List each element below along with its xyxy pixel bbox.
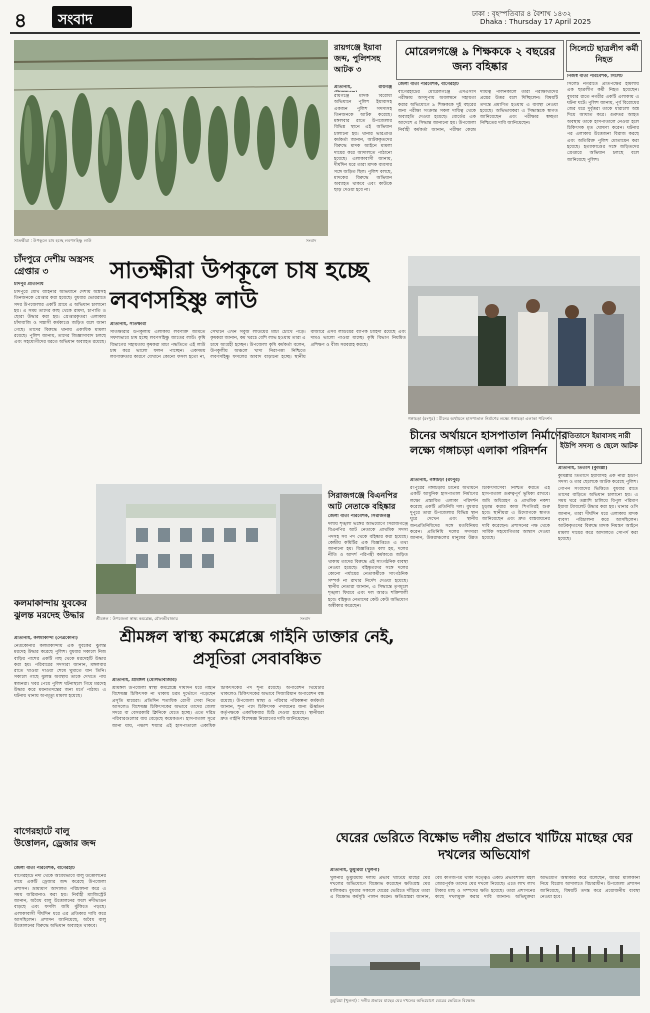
- date-line-en: Dhaka : Thursday 17 April 2025: [480, 18, 592, 26]
- sylhet-headline-box: [566, 40, 642, 72]
- rayganj-headline: রায়গঞ্জে ইয়াবা জব্দ, পুলিশসহ আটক ৩: [334, 43, 382, 74]
- kalmakanda-headline: কলমাকান্দায় যুবকের ঝুলন্ত মরদেহ উদ্ধার: [14, 599, 87, 621]
- sreemangal-body: শ্রীমঙ্গল উপজেলা স্বাস্থ্য কমপ্লেক্সে দীর্ঘদিন ধরে গাইনি বিশেষজ্ঞ চিকিৎসক না থাকায় চরম দুর্ভোগে পড়েছেন প্রসূতি মায়েরা। প্রতিদিন শতাধিক রোগী সেবা নিতে আসলেও বিশেষজ্ঞ চিকিৎসকের অভাবে তাদের জেলা সদরে বা বেসরকারি ক্লিনিকে যেতে হচ্ছে। এতে দরিদ্র পরিবারগুলোর ব্যয় বেড়েছে কয়েকগুণ। হাসপাতাল সূত্রে জানা যায়, পঞ্চাশ শয্যার এই হাসপাতালে একাধিক চিকিৎসকের পদ শূন্য রয়েছে। অপারেশন থিয়েটার থাকলেও চিকিৎসকের অভাবে সিজারিয়ান অপারেশন বন্ধ রয়েছে। উপজেলা স্বাস্থ্য ও পরিবার পরিকল্পনা কর্মকর্তা জানান, শূন্য পদে চিকিৎসক পদায়নের জন্য ঊর্ধ্বতন কর্তৃপক্ষকে একাধিকবার চিঠি দেওয়া হয়েছে। স্থানীয়রা দ্রুত গাইনি বিশেষজ্ঞ নিয়োগের দাবি জানিয়েছেন।: [112, 686, 324, 729]
- morelganj-headline: মোরেলগঞ্জে ৯ শিক্ষককে ২ বছরের জন্য বহিষ্কার: [404, 45, 556, 73]
- page-number: ৪: [14, 8, 27, 32]
- hospital-photo: [96, 484, 322, 614]
- titas-byline: প্রতিনিধি, তিতাস (কুমিল্লা): [558, 466, 608, 471]
- gher-illustration: [330, 932, 640, 996]
- sirajganj-headline: সিরাজগঞ্জে বিএনপির আট নেতাকে বহিষ্কার: [328, 491, 398, 511]
- logo-text: সংবাদ: [58, 12, 93, 28]
- gangachara-headline: চীনের অর্থায়নে হাসপাতাল নির্মাণের লক্ষ্যে গঙ্গাচড়া এলাকা পরিদর্শন: [410, 429, 568, 457]
- gher-body: খুলনার ডুমুরিয়ায় দলীয় প্রভাব খাটিয়ে মাছের ঘের দখলের অভিযোগে বিক্ষোভ করেছেন ক্ষতিগ্রস্ত ঘের মালিকরা। বুধবার সকালে ঘেরের ভেরিতে দাঁড়িয়ে তারা এ বিক্ষোভ কর্মসূচি পালন করেন। ক্ষতিগ্রস্তরা জানান, বৈধ কাগজপত্র থাকা সত্ত্বেও একটি প্রভাবশালী মহল জোরপূর্বক তাদের ঘের দখলে নিয়েছে। এতে লাখ লাখ টাকার মাছ ও সম্পদের ক্ষতি হয়েছে। তারা প্রশাসনের কাছে দখলমুক্ত করার দাবি জানান। অভিযুক্তরা অভিযোগ অস্বীকার করে বলেছেন, জমির মালিকানা নিয়ে বিরোধ আদালতে বিচারাধীন। উপজেলা প্রশাসন জানিয়েছে, বিষয়টি তদন্ত করে প্রয়োজনীয় ব্যবস্থা নেওয়া হবে।: [330, 876, 640, 900]
- gher-caption: ডুমুরিয়া (খুলনা) : দলীয় প্রভাবে মাছের ঘের দখলের অভিযোগে ঘেরের ভেরিতে বিক্ষোভ: [330, 998, 476, 1003]
- sirajganj-body: দলীয় শৃঙ্খলা ভঙ্গের অভিযোগে সিরাজগঞ্জে বিএনপির আট নেতাকে প্রাথমিক সদস্য পদসহ সব পদ থেকে বহিষ্কার করা হয়েছে। কেন্দ্রীয় কমিটির এক বিজ্ঞপ্তিতে এ তথ্য জানানো হয়। বিজ্ঞপ্তিতে বলা হয়, দলের নীতি ও আদর্শ পরিপন্থী কর্মকাণ্ডে জড়িত থাকায় তাদের বিরুদ্ধে এই সাংগঠনিক ব্যবস্থা নেওয়া হয়েছে। বহিষ্কৃতদের সঙ্গে দলের কোনো পর্যায়ের নেতাকর্মীকে সাংগঠনিক সম্পর্ক না রাখার নির্দেশ দেওয়া হয়েছে। স্থানীয় নেতারা জানান, এ সিদ্ধান্তে তৃণমূলে শৃঙ্খলা ফিরবে এবং দল আরও শক্তিশালী হবে। বহিষ্কৃত নেতাদের কেউ কেউ অভিযোগ অস্বীকার করেছেন।: [328, 522, 408, 609]
- morelganj-body: বাগেরহাটের মোরেলগঞ্জে এসএসসি পরীক্ষায় অসদুপায় অবলম্বনে সহায়তা করার অভিযোগে ৯ শিক্ষককে দুই বছরের জন্য পরীক্ষা সংক্রান্ত সকল দায়িত্ব থেকে অব্যাহতি দেওয়া হয়েছে। বোর্ডের এক আদেশে এ সিদ্ধান্ত জানানো হয়। উপজেলা নির্বাহী কর্মকর্তা জানান, পরীক্ষা কেন্দ্রে দায়িত্ব পালনকালে তারা পরীক্ষার্থীদের প্রশ্নের উত্তর বলে দিচ্ছিলেন। বিষয়টি তদন্তে প্রমাণিত হওয়ায় এ ব্যবস্থা নেওয়া হয়েছে। অভিভাবকরা এ সিদ্ধান্তকে স্বাগত জানিয়েছেন এবং পরীক্ষার স্বচ্ছতা নিশ্চিতের দাবি জানিয়েছেন।: [398, 90, 558, 133]
- satkhira-headline: সাতক্ষীরা উপকূলে চাষ হচ্ছে লবণসহিষ্ণু লাউ: [110, 258, 369, 314]
- hospital-credit: সংবাদ: [300, 616, 311, 621]
- morelganj-headline-box: [396, 40, 564, 80]
- satkhira-body: সাতক্ষীরার উপকূলীয় এলাকায় লবণাক্ত জমিতে সফলভাবে চাষ হচ্ছে লবণসহিষ্ণু জাতের লাউ। কৃষি বিভাগের সহায়তায় কৃষকরা মাচা পদ্ধতিতে এই লাউ চাষ করে ভালো ফলন পাচ্ছেন। একসময় লবণাক্ততার কারণে যেখানে কোনো ফসল হতো না, সেখানে এখন সবুজ লাউয়ের মাচা চোখে পড়ে। কৃষকরা জানান, কম খরচে বেশি লাভ হওয়ায় তারা এ চাষে আগ্রহী হচ্ছেন। উপজেলা কৃষি কর্মকর্তা বলেন, উপকূলীয় অঞ্চলে খাদ্য নিরাপত্তা নিশ্চিতে লবণসহিষ্ণু ফসলের আবাদ বাড়ানো হচ্ছে। স্থানীয় বাজারে এসব লাউয়ের ব্যাপক চাহিদা রয়েছে এবং দামও ভালো পাওয়া যাচ্ছে। কৃষি বিভাগ নিয়মিত প্রশিক্ষণ ও বীজ সরবরাহ করছে।: [110, 330, 406, 361]
- chandpur-byline: চাঁদপুর প্রতিনিধি: [14, 282, 44, 287]
- masthead-logo: [52, 6, 132, 28]
- sylhet-body: সিলেট নগরীতে প্রতিপক্ষের হামলায় এক ছাত্রলীগ কর্মী নিহত হয়েছেন। বুধবার রাতে নগরীর একটি এলাকায় এ ঘটনা ঘটে। পুলিশ জানায়, পূর্ব বিরোধের জের ধরে দুর্বৃত্তরা তাকে ধারালো অস্ত্র দিয়ে আঘাত করে। গুরুতর আহত অবস্থায় তাকে হাসপাতালে নেওয়া হলে চিকিৎসক মৃত ঘোষণা করেন। ঘটনার পর এলাকায় উত্তেজনা বিরাজ করছে এবং অতিরিক্ত পুলিশ মোতায়েন করা হয়েছে। হত্যাকাণ্ডের সঙ্গে জড়িতদের গ্রেপ্তারে অভিযান চলছে বলে জানিয়েছে পুলিশ।: [567, 82, 639, 163]
- gourd-credit: সংবাদ: [306, 238, 317, 243]
- chandpur-body: চাঁদপুরে যৌথ বাহিনীর অভিযানে দেশীয় অস্ত্রসহ তিনজনকে গ্রেপ্তার করা হয়েছে। বুধবার ভোররাতে সদর উপজেলার একটি গ্রামে এ অভিযান চালানো হয়। এ সময় তাদের কাছ থেকে রামদা, চাপাতি ও ছোরা উদ্ধার করা হয়। গ্রেপ্তারকৃতরা এলাকায় চাঁদাবাজি ও সন্ত্রাসী কর্মকাণ্ডে জড়িত বলে জানা গেছে। তাদের বিরুদ্ধে থানায় একাধিক মামলা রয়েছে। পুলিশ জানায়, তাদের জিজ্ঞাসাবাদ চলছে এবং সহযোগীদের ধরতে অভিযান অব্যাহত রয়েছে।: [14, 290, 106, 346]
- titas-box: [556, 428, 642, 464]
- gourd-illustration: [14, 40, 328, 236]
- visit-caption: গঙ্গাচড়া (রংপুর) : চীনের অর্থায়নে হাসপাতাল নির্মাণের লক্ষ্যে গঙ্গাচড়া এলাকা পরিদর্শন: [408, 416, 552, 421]
- hospital-illustration: [96, 484, 322, 614]
- visit-illustration: [408, 256, 640, 414]
- gourd-photo: [14, 40, 328, 236]
- gher-headline: ঘেরের ভেরিতে বিক্ষোভ দলীয় প্রভাবে খাটিয়ে মাছের ঘের দখলের অভিযোগ: [335, 831, 633, 863]
- satkhira-byline: প্রতিনিধি, সাতক্ষীরা: [110, 322, 147, 327]
- gher-photo: [330, 932, 640, 996]
- date-line: ঢাকা : বৃহস্পতিবার ৪ বৈশাখ ১৪৩২: [472, 10, 572, 18]
- gangachara-body: রংপুরের গঙ্গাচড়ায় চীনের অর্থায়নে একটি আধুনিক হাসপাতাল নির্মাণের লক্ষ্যে প্রস্তাবিত এলাকা পরিদর্শন করেছে একটি প্রতিনিধি দল। বুধবার দুপুরে তারা উপজেলার বিভিন্ন স্থান ঘুরে দেখেন এবং স্থানীয় জনপ্রতিনিধিদের সঙ্গে মতবিনিময় করেন। প্রতিনিধি দলের সদস্যরা জানান, উত্তরাঞ্চলের মানুষের উন্নত চিকিৎসাসেবা নিশ্চিত করতে এই হাসপাতাল গুরুত্বপূর্ণ ভূমিকা রাখবে। জমি অধিগ্রহণ ও প্রাথমিক নকশা চূড়ান্ত করার কাজ শিগগিরই শুরু হবে। স্থানীয়রা এ উদ্যোগকে স্বাগত জানিয়েছেন এবং দ্রুত বাস্তবায়নের দাবি করেছেন। প্রশাসনের পক্ষ থেকে সার্বিক সহযোগিতার আশ্বাস দেওয়া হয়েছে।: [410, 486, 550, 542]
- kalmakanda-body: নেত্রকোনার কলমাকান্দায় এক যুবকের ঝুলন্ত মরদেহ উদ্ধার করেছে পুলিশ। বুধবার সকালে নিজ বাড়ির পাশের একটি গাছ থেকে মরদেহটি উদ্ধার করা হয়। পরিবারের সদস্যরা জানান, মঙ্গলবার রাতে খাওয়া দাওয়া শেষে ঘুমাতে যান তিনি। সকালে গাছে ঝুলন্ত অবস্থায় তাকে দেখতে পায় স্বজনরা। খবর পেয়ে পুলিশ ঘটনাস্থলে গিয়ে মরদেহ উদ্ধার করে ময়নাতদন্তের জন্য মর্গে পাঠায়। এ ঘটনায় থানায় অপমৃত্যু মামলা হয়েছে।: [14, 644, 106, 700]
- hospital-caption: শ্রীমঙ্গল : উপজেলা স্বাস্থ্য কমপ্লেক্স, মৌলভীবাজার: [96, 616, 178, 621]
- sylhet-byline: নিজস্ব বার্তা পরিবেশক, সিলেট: [567, 74, 623, 79]
- bagerhat-byline: জেলা বার্তা পরিবেশক, বাগেরহাট: [14, 866, 75, 871]
- bagerhat-body: বাগেরহাটে নদী থেকে অবৈধভাবে বালু উত্তোলনের দায়ে একটি ড্রেজার জব্দ করেছে উপজেলা প্রশাসন। ভ্রাম্যমাণ আদালত পরিচালনা করে এ সময় জরিমানাও করা হয়। নির্বাহী ম্যাজিস্ট্রেট জানান, অবৈধ বালু উত্তোলনের ফলে নদীভাঙন বাড়ছে এবং ফসলি জমি ঝুঁকিতে পড়ছে। এলাকাবাসী দীর্ঘদিন ধরে এর প্রতিকার দাবি করে আসছিলেন। প্রশাসন জানিয়েছে, অবৈধ বালু উত্তোলনের বিরুদ্ধে অভিযান অব্যাহত থাকবে।: [14, 874, 106, 930]
- sreemangal-byline: প্রতিনিধি, শ্রীমঙ্গল (মৌলভীবাজার): [112, 678, 177, 683]
- bagerhat-headline: বাগেরহাটে বালু উত্তোলন, ড্রেজার জব্দ: [14, 827, 96, 849]
- morelganj-byline: জেলা বার্তা পরিবেশক, বাগেরহাট: [398, 82, 459, 87]
- gher-byline: প্রতিনিধি, ডুমুরিয়া (খুলনা): [330, 868, 380, 873]
- rayganj-body: রায়গঞ্জে মাদক বিরোধী অভিযানে পুলিশ ইয়াবাসহ একজন পুলিশ সদস্যসহ তিনজনকে আটক করেছে। মঙ্গলবার রাতে উপজেলার বিভিন্ন স্থানে এই অভিযান চালানো হয়। থানার ভারপ্রাপ্ত কর্মকর্তা জানান, আটককৃতদের বিরুদ্ধে মাদক আইনে মামলা দায়ের করে আদালতে পাঠানো হয়েছে। এলাকাবাসী জানায়, দীর্ঘদিন ধরে তারা মাদক ব্যবসার সঙ্গে জড়িত ছিল। পুলিশ বলছে, মাদকের বিরুদ্ধে অভিযান অব্যাহত থাকবে এবং কাউকে ছাড় দেওয়া হবে না।: [334, 94, 392, 194]
- gangachara-byline: প্রতিনিধি, গঙ্গাচড়া (রংপুর): [410, 478, 460, 483]
- masthead-rule: [10, 32, 640, 34]
- kalmakanda-byline: প্রতিনিধি, কলমাকান্দা (নেত্রকোনা): [14, 636, 78, 641]
- visit-photo: [408, 256, 640, 414]
- masthead: [10, 6, 640, 32]
- sylhet-headline: সিলেটে ছাত্রলীগ কর্মী নিহত: [569, 44, 639, 64]
- titas-headline: তিতাসে ইয়াবাসহ নারী ইউপি সদস্য ও ছেলে আটক: [560, 432, 638, 450]
- sirajganj-byline: জেলা বার্তা পরিবেশক, সিরাজগঞ্জ: [328, 514, 391, 519]
- chandpur-headline: চাঁদপুরে দেশীয় অস্ত্রসহ গ্রেপ্তার ৩: [14, 255, 94, 277]
- titas-body: কুমিল্লার তিতাসে ইয়াবাসহ এক নারী ইউপি সদস্য ও তার ছেলেকে আটক করেছে পুলিশ। গোপন সংবাদের ভিত্তিতে বুধবার রাতে তাদের বাড়িতে অভিযান চালানো হয়। এ সময় ঘরে তল্লাশি চালিয়ে বিপুল পরিমাণ ইয়াবা ট্যাবলেট উদ্ধার করা হয়। থানার ওসি জানান, তারা দীর্ঘদিন ধরে এলাকায় মাদক ব্যবসা পরিচালনা করে আসছিলেন। আটককৃতদের বিরুদ্ধে মাদক নিয়ন্ত্রণ আইনে মামলা দায়ের করে আদালতে সোপর্দ করা হয়েছে।: [558, 474, 638, 542]
- gourd-caption: সাতক্ষীরা : উপকূলে চাষ হচ্ছে লবণসহিষ্ণু লাউ: [14, 238, 92, 243]
- sreemangal-headline: শ্রীমঙ্গল স্বাস্থ্য কমপ্লেক্সে গাইনি ডাক্তার নেই, প্রসূতিরা সেবাবঞ্চিত: [119, 627, 395, 668]
- rayganj-byline: প্রতিনিধি, রায়গঞ্জ: [334, 85, 392, 90]
